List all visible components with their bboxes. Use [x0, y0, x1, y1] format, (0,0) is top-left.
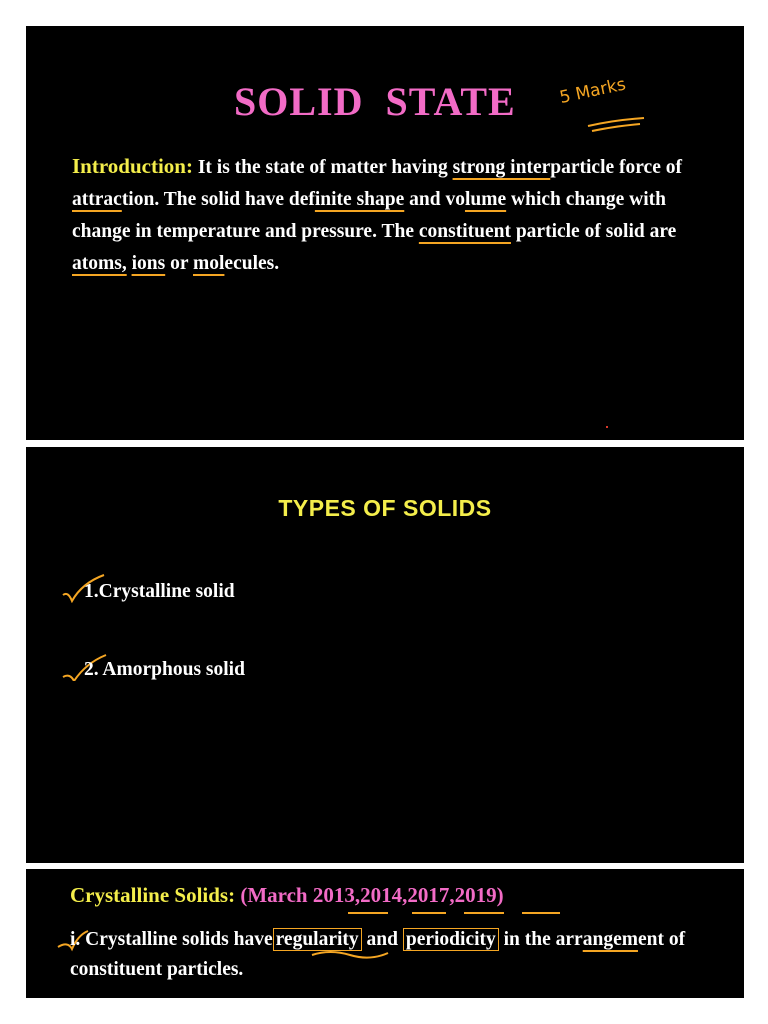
page-title: SOLID STATE — [234, 79, 516, 124]
annotation-dot — [606, 426, 608, 428]
regularity-scribble-icon — [310, 947, 390, 959]
crystalline-text: and — [361, 929, 403, 950]
intro-highlight: mol — [193, 253, 225, 274]
marks-underline-icon — [584, 114, 654, 134]
crystalline-paragraph — [70, 925, 734, 985]
intro-text: and vo — [404, 189, 465, 210]
intro-text: tion. The solid have def — [121, 189, 315, 210]
intro-text: particle force of — [550, 157, 682, 178]
slide-solid-state — [26, 26, 744, 440]
boxed-term-regularity: regularity — [273, 928, 362, 951]
intro-text: ecules. — [224, 253, 280, 274]
type-item-crystalline: 1.Crystalline solid — [84, 581, 235, 602]
intro-highlight: ions — [131, 253, 166, 274]
type-item-amorphous: 2. Amorphous solid — [84, 659, 245, 680]
slide-types-of-solids — [26, 447, 744, 863]
intro-text: It is the state of matter having — [192, 157, 453, 178]
intro-highlight: lume — [464, 189, 507, 210]
intro-highlight: atoms, — [72, 253, 127, 274]
marks-annotation: 5 Marks — [557, 74, 628, 108]
intro-highlight: inite shape — [314, 189, 405, 210]
intro-text: or — [165, 253, 193, 274]
crystalline-title — [70, 883, 504, 908]
intro-highlight: strong inter — [452, 157, 551, 178]
introduction-paragraph — [72, 150, 692, 280]
crystalline-title-years: (March 2013,2014,2017,2019) — [235, 883, 504, 907]
boxed-term-periodicity: periodicity — [403, 928, 499, 951]
introduction-label: Introduction: — [72, 154, 193, 178]
intro-highlight: constituent — [418, 221, 511, 242]
intro-highlight: attrac — [72, 189, 122, 210]
years-underline-icon — [346, 907, 586, 917]
intro-text: which change with change in temperature and pressure. The — [72, 189, 666, 242]
crystalline-text: i. Crystalline solids have — [70, 929, 273, 950]
crystalline-title-label: Crystalline Solids: — [70, 883, 236, 907]
types-title: TYPES OF SOLIDS — [278, 495, 492, 521]
crystalline-text: in the arr — [498, 929, 583, 950]
intro-text: particle of solid are — [510, 221, 677, 242]
slide-crystalline-solids — [26, 869, 744, 998]
crystalline-text: ent of constituent particles. — [70, 929, 686, 980]
crystalline-highlight: angem — [582, 929, 638, 950]
